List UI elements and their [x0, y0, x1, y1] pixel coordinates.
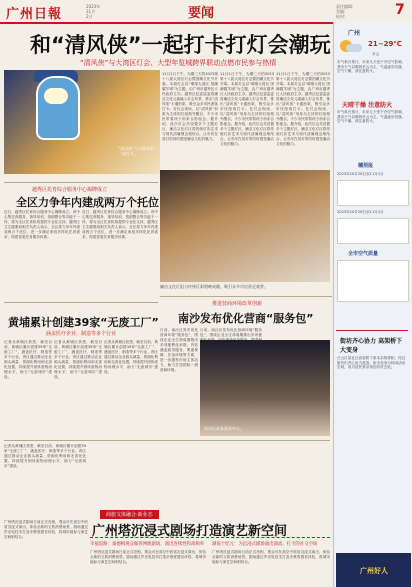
- side-story-body: 白云区某社区高架桥下原本杂物堆积，经过街坊们齐心协力改造，如今变身为休闲活动空间，成为居民茶余饭后的好去处。: [337, 356, 406, 369]
- lead-photo-caption: “清风侠”与小朋友们一起打卡。: [118, 146, 155, 156]
- story-c-body-col2: 日前，南沙区发布优化营商环境“服务包”，围绕企业全生命周期推出多项便: [200, 328, 262, 337]
- divider: [336, 330, 408, 331]
- chart-title-1: 2023年10月28日至11月1日: [337, 172, 384, 176]
- lead-subhead: “清风侠”与大湾区灯会、大型年览城跨界联动点燃市民参与热情: [80, 59, 277, 67]
- issue-date: [86, 4, 100, 19]
- footer-ad-text: 广州好人: [360, 567, 388, 575]
- story-d-headline[interactable]: 广州塔沉浸式剧场打造演艺新空间: [92, 524, 288, 539]
- story-a-body-col2: 近日，越秀区托育综合服务中心揭牌成立。该中心集托育服务、指导培训、资源整合等功能于一体，将为全区托育机构提供专业化支持。越秀区卫生健康局相关负责人表示，全区将力争年内建成两万个托位，进一步满足家庭多样化托育需求，构建普惠托育服务体系。: [82, 210, 158, 239]
- dashed-divider: [90, 537, 330, 538]
- weather-temp: 21~29℃: [368, 40, 402, 48]
- aqi-table: [337, 260, 409, 302]
- date-line: 2023年: [86, 4, 101, 9]
- weather-chart-2: [337, 218, 409, 244]
- divider: [160, 296, 332, 297]
- weather-alert-title: 天晴干燥 注意防火: [342, 102, 393, 109]
- story-d-col2-title: 湖南十纪元：为沉浸式剧场演出演戏、打卡的社交空间: [212, 542, 318, 547]
- lead-photo[interactable]: [4, 70, 160, 174]
- divider: [4, 440, 330, 441]
- story-b-body-col2: 记者从黄埔区获悉，截至目前，黄埔区累计创建39家“无废工厂”，涵盖医疗、制造等多个行业。该区通过推动企业源头减量、资源化利用和无害化处置，持续提升固体废物治理水平，助力“无废城市”建设。: [54, 340, 102, 379]
- story-b-subhead: 涵盖医疗企业、制造等多个行业: [46, 331, 117, 337]
- mascot-face: [44, 88, 68, 104]
- story-c-kicker: 推进营商环境改革创新: [212, 301, 263, 307]
- weather-desc: 多云: [372, 52, 380, 56]
- newspaper-logo: 广州日報: [6, 7, 63, 22]
- lead-headline[interactable]: 和“清风侠”一起打卡打灯会潮玩: [30, 33, 331, 57]
- story-c-body-col1: 日前，南沙区发布优化营商环境“服务包”，围绕企业全生命周期推出多项便利化举措。内容涵盖政务服务、要素保障、法治环境等方面，进一步激发市场主体活力，助力打造国际一流营商环境。: [160, 328, 198, 372]
- lead-body-col2: 11月1日下午，为期三天的2023第十八届大湾区灯会暨国潮文化节开幕。本届灯会以“璀璨大湾区 国潮耀羊城”为主题，由广州市越秀区人民政府主办。越秀区纪委监委将廉洁文化元素融入灯会布景，推出“清风侠”卡通形象，吸引众多市民游客打卡。在灯会现场，以“清风侠”形象为主体的灯组格外醒目，不少市民带着孩子前来合影留念。据介绍，此次灯会共设置多个主题灯区，廉洁文化灯区将传统灯彩艺术与现代清廉理念相结合，让市民在赏灯的同时感受廉洁文化的魅力。: [220, 72, 274, 146]
- story-b-body-col3: 记者从黄埔区获悉，截至目前，黄埔区累计创建39家“无废工厂”，涵盖医疗、制造等多个行业。该区通过推动企业源头减量、资源化利用和无害化处置，持续提升固体废物治理水平，助力“无废城市”建设。: [104, 340, 158, 374]
- nansha-photo[interactable]: [200, 340, 330, 436]
- forecast-title: 穗预报: [358, 163, 374, 169]
- editor-line: 校对:: [336, 14, 346, 19]
- divider: [4, 302, 158, 303]
- story-d-col1-title: 幸福追路：秦德相观众做客网映剧场，演出连续性和高频率: [90, 542, 205, 547]
- section-title: 要闻: [188, 6, 215, 21]
- weather-detail: 市气象台预计，未来几天受干冷空气影响，我市天气以晴到多云为主，气温逐步回落，空气干燥，请注意防火。: [337, 60, 406, 73]
- story-d-body-col1: 广州塔沉浸式剧场日前正式亮相，观众可在高空中欣赏沉浸式演出，体验全新的文旅消费场景。剧场通过声光电技术打造多维度感官体验，将城市地标与演艺空间相结合。: [90, 550, 206, 564]
- story-d-body-col0: 广州塔沉浸式剧场日前正式亮相，观众可在高空中欣赏沉浸式演出，体验全新的文旅消费场景。剧场通过声光电技术打造多维度感官体验，将城市地标与演艺空间相结合。: [4, 520, 88, 539]
- page-number: 7: [395, 2, 405, 18]
- story-d-sidebar-body: 记者从黄埔区获悉，截至目前，黄埔区累计创建39家“无废工厂”，涵盖医疗、制造等多个行业。该区通过推动企业源头减量、资源化利用和无害化处置，持续提升固体废物治理水平，助力“无废城市”建设。: [4, 444, 86, 468]
- date-line: 2日: [86, 14, 93, 19]
- weather-alert-body: 市气象台预计，未来几天受干冷空气影响，我市天气以晴到多云为主，气温逐步回落，空气干燥，请注意防火。: [337, 110, 406, 123]
- story-a-headline[interactable]: 全区力争年内建成两万个托位: [16, 196, 159, 209]
- lead-body-col3: 11月1日下午，为期三天的2023第十八届大湾区灯会暨国潮文化节开幕。本届灯会以“璀璨大湾区 国潮耀羊城”为主题，由广州市越秀区人民政府主办。越秀区纪委监委将廉洁文化元素融入灯会布景，推出“清风侠”卡通形象，吸引众多市民游客打卡。在灯会现场，以“清风侠”形象为主体的灯组格外醒目，不少市民带着孩子前来合影留念。据介绍，此次灯会共设置多个主题灯区，廉洁文化灯区将传统灯彩艺术与现代清廉理念相结合，让市民在赏灯的同时感受廉洁文化的魅力。: [276, 72, 330, 146]
- editor-line: 美编:: [336, 9, 346, 14]
- story-b-body-col1: 记者从黄埔区获悉，截至目前，黄埔区累计创建39家“无废工厂”，涵盖医疗、制造等多个行业。该区通过推动企业源头减量、资源化利用和无害化处置，持续提升固体废物治理水平，助力“无废城市”建设。: [4, 340, 52, 379]
- lead-body-col1: 11月1日下午，为期三天的2023第十八届大湾区灯会暨国潮文化节开幕。本届灯会以“璀璨大湾区 国潮耀羊城”为主题，由广州市越秀区人民政府主办。越秀区纪委监委将廉洁文化元素融入灯会布景，推出“清风侠”卡通形象，吸引众多市民游客打卡。在灯会现场，以“清风侠”形象为主体的灯组格外醒目，不少市民带着孩子前来合影留念。据介绍，此次灯会共设置多个主题灯区，廉洁文化灯区将传统灯彩艺术与现代清廉理念相结合，让市民在赏灯的同时感受廉洁文化的魅力。: [162, 72, 218, 141]
- story-a-body-col1: 近日，越秀区托育综合服务中心揭牌成立。该中心集托育服务、指导培训、资源整合等功能于一体，将为全区托育机构提供专业化支持。越秀区卫生健康局相关负责人表示，全区将力争年内建成两万个托位，进一步满足家庭多样化托育需求，构建普惠托育服务体系。: [4, 210, 80, 239]
- weather-city: 广州: [348, 30, 361, 37]
- nansha-photo-caption: 南沙区政务服务中心。: [204, 426, 244, 431]
- chart-title-2: 2023年10月28日至11月1日: [337, 210, 384, 214]
- story-a-kicker: 越秀区托育综合服务中心揭牌成立: [32, 187, 108, 193]
- story-b-headline[interactable]: 黄埔累计创建39家“无废工厂”: [8, 316, 159, 329]
- story-d-kicker: 商旅文体融合·新业态: [100, 510, 159, 519]
- editor-line: 责任编辑:: [336, 4, 354, 9]
- lantern-photo-caption: 廉洁文化灯组与传统灯彩相映成趣，吸引众多市民驻足观赏。: [160, 284, 268, 289]
- date-line: 11月: [86, 9, 96, 14]
- story-d-body-col2: 广州塔沉浸式剧场日前正式亮相，观众可在高空中欣赏沉浸式演出，体验全新的文旅消费场景。剧场通过声光电技术打造多维度感官体验，将城市地标与演艺空间相结合。: [212, 550, 330, 564]
- aqi-title: 全市空气质量: [348, 251, 379, 257]
- lantern-photo[interactable]: [160, 170, 330, 282]
- mascot-figure: [36, 76, 80, 140]
- story-c-headline[interactable]: 南沙发布优化营商“服务包”: [178, 312, 314, 325]
- editor-info: [336, 4, 353, 19]
- side-story-title[interactable]: 街坊齐心协力 高架桥下大变身: [340, 338, 403, 354]
- divider: [4, 182, 158, 183]
- weather-chart-1: [337, 180, 409, 206]
- cloud-icon: [346, 44, 362, 52]
